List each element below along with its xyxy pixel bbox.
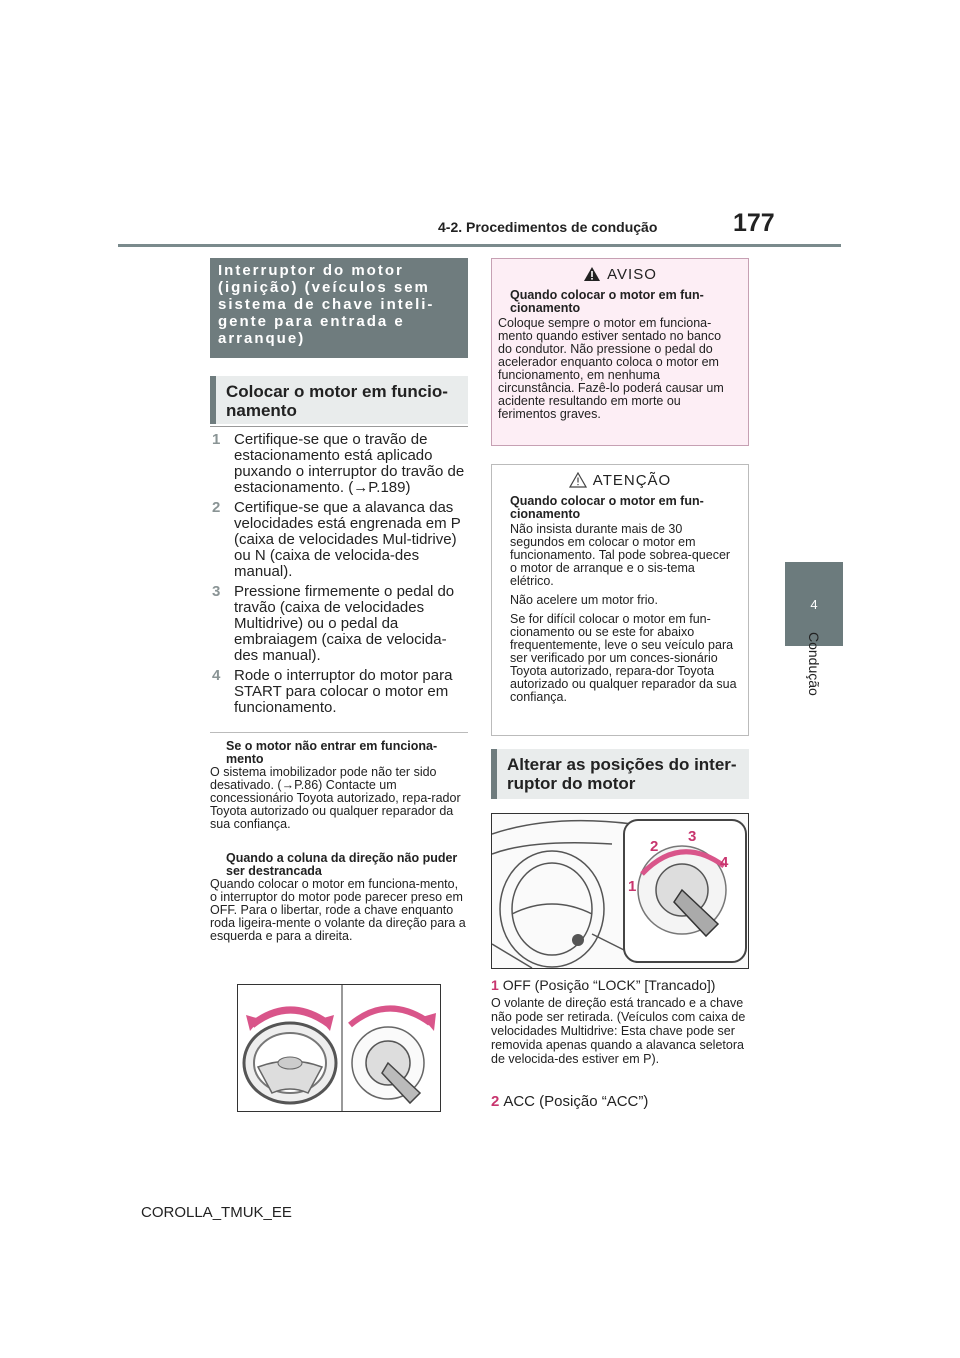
callout-1: 1 [628, 878, 637, 895]
step-item [210, 432, 468, 496]
chapter-number: 4 [810, 596, 818, 612]
step-item [210, 668, 468, 716]
position-acc [491, 1094, 751, 1109]
warning-box [491, 258, 749, 446]
step-text: Certifique-se que a alavanca das velocidades está engrenada em P (caixa de velocidades Mul-tidrive) ou N (caixa de velocida-des manual). [234, 499, 461, 580]
step-number: 1 [212, 431, 221, 448]
note-text: Quando colocar o motor em funciona-mento, o interruptor do motor pode parecer preso em OFF. Para o libertar, rode a chave enquanto roda ligeira-mente o volante da direção para a esquerda e para a direita. [210, 877, 466, 943]
note-text: O sistema imobilizador pode não ter sido desativado. (→P.86) Contacte um concessionário Toyota autorizado, repa-rador Toyota autorizado ou qualquer reparador da sua confiança. [210, 765, 461, 831]
section-title: 4-2. Procedimentos de condução [438, 219, 658, 235]
caution-header [492, 465, 748, 495]
note-title: Se o motor não entrar em funciona-mento [226, 739, 438, 766]
step-list [210, 432, 468, 720]
ignition-switch-illustration [491, 813, 749, 969]
divider [210, 426, 468, 427]
warning-icon [583, 266, 601, 282]
caution-paragraph: Não insista durante mais de 30 segundos em colocar o motor em funcionamento. Tal pode sobrea-quecer o motor de arranque e o sis-tema elétrico. [510, 522, 731, 588]
step-number: 3 [212, 583, 221, 600]
step-item [210, 500, 468, 580]
note-engine-not-start [210, 740, 468, 831]
dashboard-icon [492, 821, 632, 968]
divider [210, 732, 468, 733]
step-text: Rode o interruptor do motor para START para colocar o motor em funcionamento. [234, 667, 453, 716]
page-number: 177 [733, 209, 775, 237]
caution-title: ATENÇÃO [592, 471, 672, 489]
step-item [210, 584, 468, 664]
steering-wheel-icon [244, 1010, 336, 1103]
caution-paragraph: Se for difícil colocar o motor em fun-cionamento ou se este for abaixo frequentemente, leve o seu veículo para ser verificado por um conces-sionário Toyota autorizado, repara-dor Toyota autorizado ou qualquer reparador da sua confiança. [510, 612, 737, 704]
callout-4: 4 [720, 854, 729, 871]
position-label: ACC (Posição “ACC”) [503, 1093, 649, 1110]
caution-subtitle: Quando colocar o motor em fun-cionamento [510, 494, 704, 521]
callout-2: 2 [650, 838, 659, 855]
position-label: OFF (Posição “LOCK” [Trancado]) [502, 977, 716, 993]
warning-body [492, 289, 748, 421]
ignition-location-icon [572, 934, 584, 946]
warning-text: Coloque sempre o motor em funciona-mento quando estiver sentado no banco do condutor. Não pressione o pedal do acelerador enquanto coloca o motor em funcionamento, em nenhuma circunstância. Fazê-lo poderá causar um acidente resultando em morte ou ferimentos graves. [498, 316, 724, 421]
section-heading-positions: Alterar as posições do inter-ruptor do motor [491, 749, 749, 799]
position-number: 1 [491, 977, 499, 993]
topic-title-box: Interruptor do motor (ignição) (veículos sem sistema de chave inteli-gente para entrada e arranque) [210, 258, 468, 358]
step-text: Certifique-se que o travão de estacionamento está aplicado puxando o interruptor do travão de estacionamento. (→P.189) [234, 431, 465, 496]
note-title: Quando a coluna da direção não puder ser destrancada [226, 851, 458, 878]
callout-3: 3 [688, 828, 697, 845]
steering-key-illustration [237, 984, 441, 1112]
caution-box [491, 464, 749, 736]
caution-paragraph: Não acelere um motor frio. [510, 593, 658, 607]
header-rule [118, 244, 841, 247]
step-number: 2 [212, 499, 221, 516]
note-steering-lock [210, 852, 468, 943]
key-cylinder-icon [350, 1008, 436, 1103]
position-number: 2 [491, 1093, 500, 1110]
warning-header [492, 259, 748, 289]
warning-title: AVISO [607, 265, 657, 283]
position-off [491, 978, 751, 993]
chapter-label: Condução [806, 632, 822, 696]
step-text: Pressione firmemente o pedal do travão (caixa de velocidades Multidrive) ou o pedal da embraiagem (caixa de velocida-des manual). [234, 583, 455, 664]
caution-body [492, 495, 748, 704]
caution-icon [569, 472, 587, 488]
footer-code: COROLLA_TMUK_EE [141, 1204, 292, 1221]
step-number: 4 [212, 667, 221, 684]
section-heading-start: Colocar o motor em funcio-namento [210, 376, 468, 424]
position-off-description: O volante de direção está trancado e a chave não pode ser retirada. (Veículos com caixa de velocidades Multidrive: Esta chave pode ser removida apenas quando a alavanca seletora de velocida-des estiver em P). [491, 996, 746, 1066]
warning-subtitle: Quando colocar o motor em fun-cionamento [510, 288, 704, 315]
